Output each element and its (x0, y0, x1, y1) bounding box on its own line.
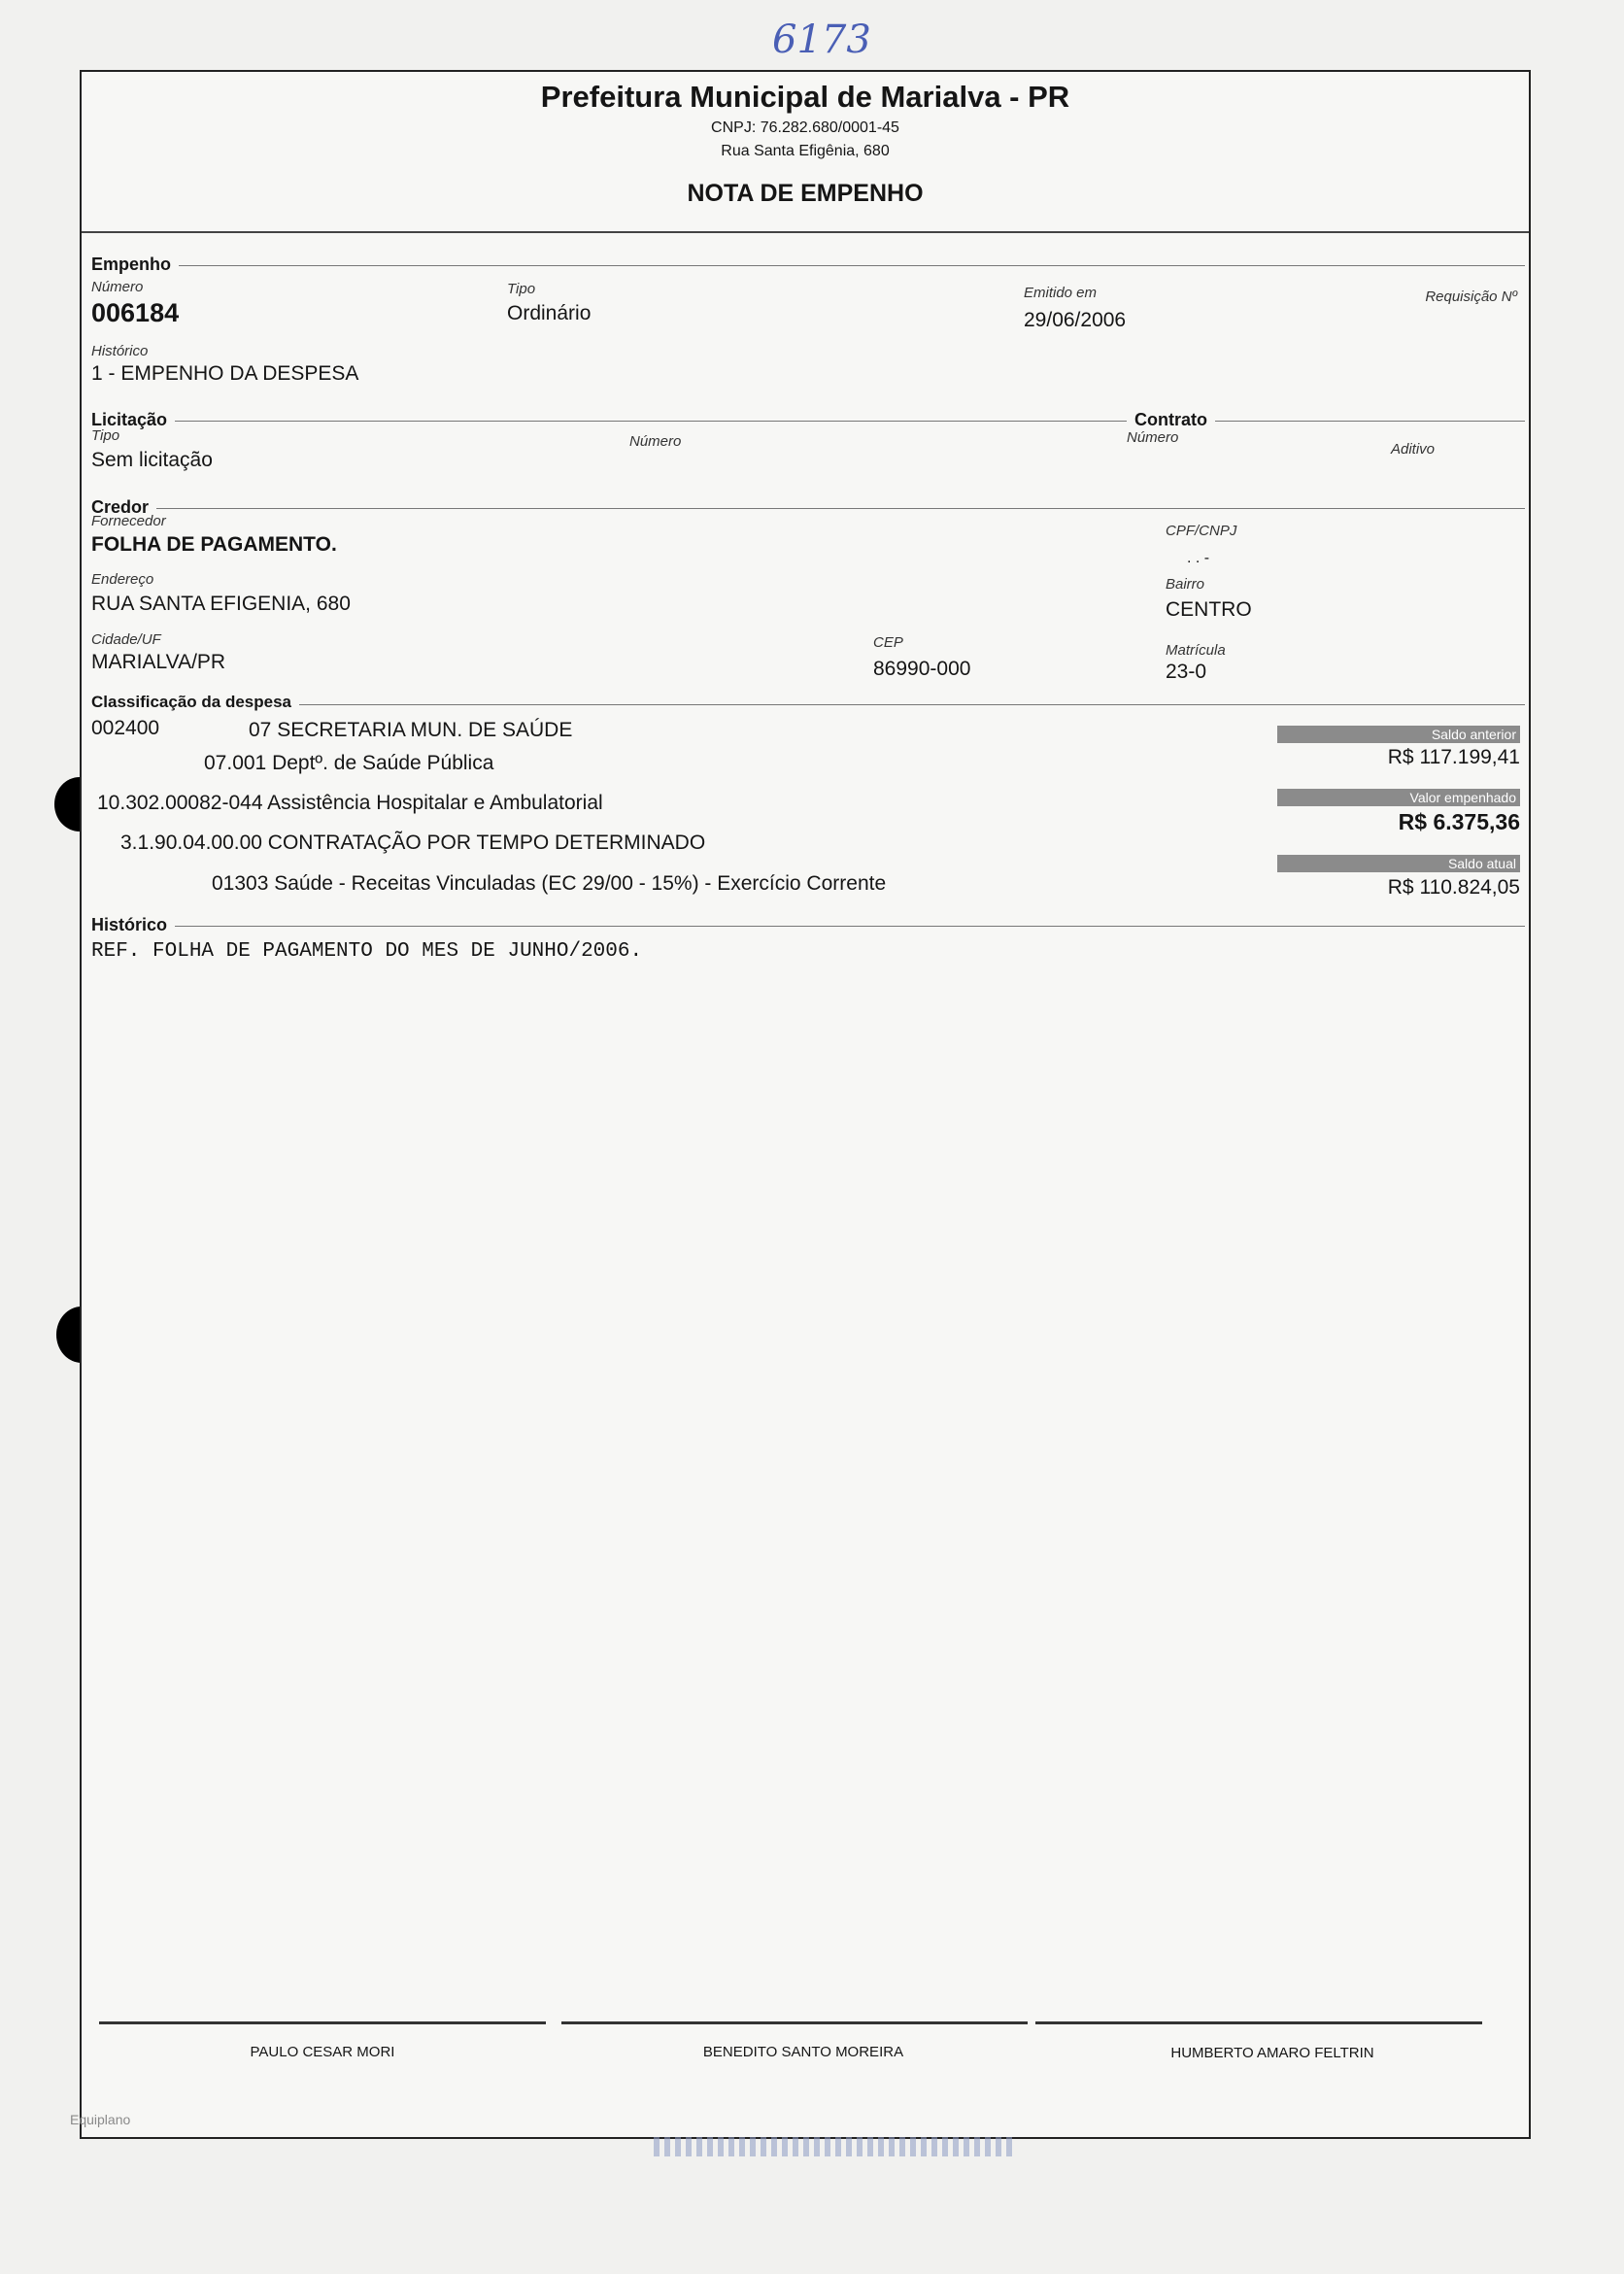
emitido-value: 29/06/2006 (1024, 309, 1127, 331)
fornecedor-label: Fornecedor (91, 513, 166, 529)
section-empenho: Empenho (91, 255, 179, 275)
requisicao-label: Requisição Nº (1425, 288, 1517, 305)
address-text: Rua Santa Efigênia, 680 (721, 143, 890, 159)
signature-line (1035, 2021, 1482, 2024)
saldo-anterior-value: R$ 117.199,41 (1387, 746, 1520, 768)
historico-label-empenho: Histórico (91, 343, 149, 359)
cpf-value: . . - (1187, 550, 1210, 566)
licitacao-tipo-value: Sem licitação (91, 449, 213, 471)
classificacao-line3: 10.302.00082-044 Assistência Hospitalar e Ambulatorial (97, 792, 603, 814)
signature-line (99, 2021, 546, 2024)
section-licitacao: Licitação (91, 410, 175, 430)
historico-value-empenho: 1 - EMPENHO DA DESPESA (91, 362, 359, 385)
cidade-value: MARIALVA/PR (91, 651, 226, 673)
cnpj-text: CNPJ: 76.282.680/0001-45 (711, 119, 899, 136)
footer-brand: Equiplano (70, 2112, 131, 2127)
matricula-label: Matrícula (1166, 642, 1226, 659)
signature-name-3: HUMBERTO AMARO FELTRIN (1170, 2045, 1374, 2061)
contrato-aditivo-label: Aditivo (1391, 441, 1436, 458)
licitacao-numero-label: Número (629, 433, 682, 450)
municipality-title: Prefeitura Municipal de Marialva - PR (540, 80, 1070, 114)
handwritten-page-number: 6173 (772, 17, 871, 62)
historico-text: REF. FOLHA DE PAGAMENTO DO MES DE JUNHO/2006. (91, 940, 643, 963)
section-historico: Histórico (91, 915, 175, 935)
tipo-value: Ordinário (507, 302, 592, 324)
endereco-value: RUA SANTA EFIGENIA, 680 (91, 593, 351, 615)
classificacao-line5: 01303 Saúde - Receitas Vinculadas (EC 29/00 - 15%) - Exercício Corrente (212, 872, 887, 895)
section-contrato: Contrato (1127, 410, 1215, 430)
section-classificacao: Classificação da despesa (91, 693, 299, 712)
cpf-label: CPF/CNPJ (1166, 523, 1237, 539)
numero-label: Número (91, 279, 144, 295)
classificacao-code: 002400 (91, 717, 160, 739)
emitido-label: Emitido em (1024, 285, 1098, 301)
signature-name-2: BENEDITO SANTO MOREIRA (702, 2044, 904, 2060)
document-title: NOTA DE EMPENHO (687, 180, 924, 207)
valor-empenhado-label: Valor empenhado (1277, 789, 1520, 806)
section-rule (91, 926, 1525, 927)
contrato-numero-label: Número (1127, 429, 1179, 446)
bairro-value: CENTRO (1166, 598, 1252, 621)
section-rule (91, 265, 1525, 266)
fornecedor-value: FOLHA DE PAGAMENTO. (91, 533, 337, 556)
empenho-number: 006184 (91, 298, 180, 327)
cep-value: 86990-000 (873, 658, 971, 680)
saldo-anterior-label: Saldo anterior (1277, 726, 1520, 743)
section-credor: Credor (91, 497, 156, 518)
signature-line (561, 2021, 1028, 2024)
classificacao-line4: 3.1.90.04.00.00 CONTRATAÇÃO POR TEMPO DETERMINADO (120, 832, 706, 854)
saldo-atual-value: R$ 110.824,05 (1387, 876, 1520, 899)
section-rule (91, 508, 1525, 509)
endereco-label: Endereço (91, 571, 154, 588)
classificacao-line1: 07 SECRETARIA MUN. DE SAÚDE (249, 719, 573, 741)
matricula-value: 23-0 (1166, 661, 1207, 683)
saldo-atual-label: Saldo atual (1277, 855, 1520, 872)
section-rule (91, 704, 1525, 705)
header-divider (82, 231, 1529, 233)
section-rule (91, 421, 1525, 422)
header (80, 78, 1531, 210)
classificacao-line2: 07.001 Deptº. de Saúde Pública (204, 752, 494, 774)
signature-name-1: PAULO CESAR MORI (250, 2044, 395, 2060)
licitacao-tipo-label: Tipo (91, 427, 120, 444)
valor-empenhado-value: R$ 6.375,36 (1398, 809, 1520, 834)
cidade-label: Cidade/UF (91, 631, 161, 648)
cep-label: CEP (873, 634, 903, 651)
stamp-mark (654, 2137, 1013, 2156)
tipo-label: Tipo (507, 281, 536, 297)
bairro-label: Bairro (1166, 576, 1205, 593)
